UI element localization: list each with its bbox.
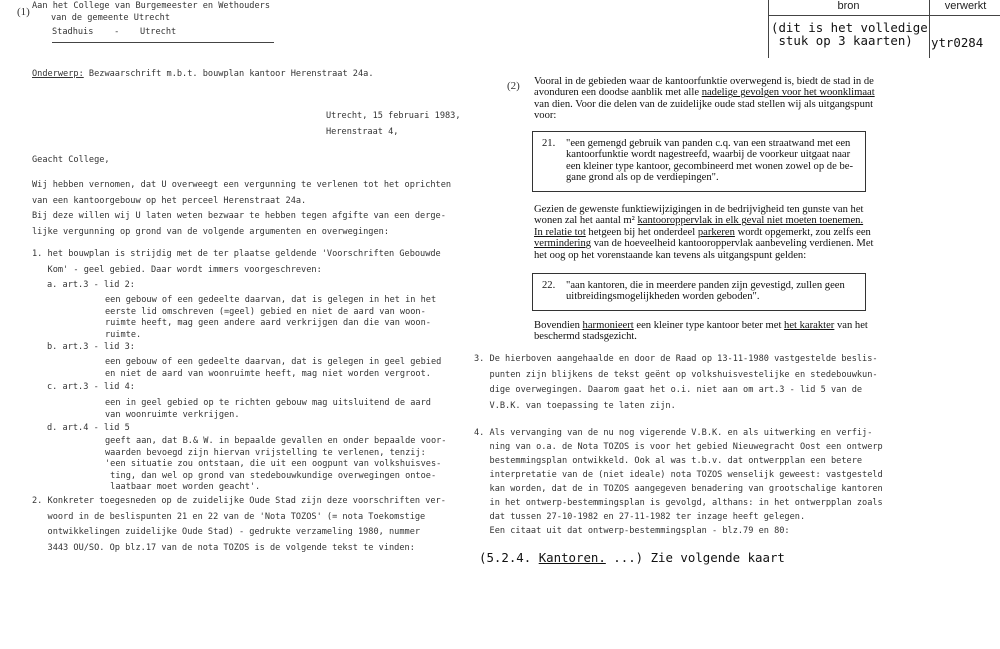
text-line [534, 215, 873, 226]
text-line: kantoorfunktie wordt nagestreefd, waarbij de voorkeur uitgaat naar [566, 149, 851, 161]
text-line: 2. Konkreter toegesneden op de zuidelijke Oude Stad zijn deze voorschriften ver- [32, 496, 446, 506]
text-line: Bij deze willen wij U laten weten bezwaar te hebben tegen afgifte van een derge- [32, 211, 446, 221]
text-line [534, 76, 875, 87]
text-line: voor: [534, 110, 557, 122]
intro-paragraph [32, 178, 451, 240]
text-line: lijke vergunning op grond van de volgende argumenten en overwegingen: [32, 226, 389, 237]
text-line: ning van o.a. de Nota TOZOS is voor het gebied Nieuwegracht Oost een ontwerp [474, 442, 883, 452]
underlined-phrase: In relatie tot [534, 226, 586, 238]
underlined-phrase: vermindering [534, 238, 592, 250]
continuation-note [479, 550, 785, 565]
text-line: laatbaar moet worden geacht'. [105, 482, 261, 492]
text-line: 1. het bouwplan is strijdig met de ter plaatse geldende 'Voorschriften Gebouwde [32, 249, 441, 259]
subject-line [32, 67, 374, 83]
nota-paragraph-2 [534, 204, 873, 261]
text-line: een kleiner type kantoor, gecombineerd met wonen zowel op de be- [566, 160, 853, 172]
text-span: van het [834, 320, 868, 331]
text-line: dige overwegingen. Daarom gaat het o.i. niet aan om art.3 - lid 5 van de [474, 385, 863, 395]
article-a-label: a. art.3 - lid 2: [47, 280, 135, 290]
text-span: hetgeen bij het onderdeel [585, 226, 698, 238]
underlined-phrase: harmonieert [582, 320, 634, 331]
text-line: uitbreidingsmogelijkheden worden geboden". [566, 291, 760, 303]
text-line: interpretatie van de (niet ideale) nota TOZOS wenselijk geweest: vastgesteld [474, 470, 883, 480]
text-line: Kom' - geel gebied. Daar wordt immers voorgeschreven: [32, 264, 322, 275]
letter-date: Utrecht, 15 februari 1983, [326, 111, 461, 121]
article-d-label: d. art.4 - lid 5 [47, 423, 130, 433]
text-line: het oog op het vorenstaande kan tevens als uitgangspunt gelden: [534, 249, 807, 261]
text-line: een gebouw of een gedeelte daarvan, dat is gelegen in het in het [105, 295, 437, 305]
nota-paragraph-1 [534, 76, 875, 122]
point-3 [474, 352, 878, 414]
sender-address: Herenstraat 4, [326, 127, 399, 137]
article-b-text [105, 357, 441, 380]
processed-column-header: verwerkt [944, 0, 987, 12]
text-line [534, 238, 873, 249]
text-line: van dien. Voor die delen van de zuidelijke oude stad stellen wij als uitgangspunt [534, 98, 874, 110]
text-line: in het ontwerp-bestemmingsplan is gevolgd, althans: in het ontwerpplan zoals [474, 498, 883, 508]
source-note-line: stuk op 3 kaarten) [771, 33, 913, 48]
text-line: 3443 OU/SO. Op blz.17 van de nota TOZOS is de volgende tekst te vinden: [32, 542, 415, 553]
salutation: Geacht College, [32, 155, 110, 165]
underlined-phrase: kantooroppervlak in elk geval niet moeten toenemen. [637, 215, 864, 227]
text-line: geeft aan, dat B.& W. in bepaalde gevallen en onder bepaalde voor- [105, 436, 447, 446]
text-line: kan worden, dat de in TOZOS aangegeven benadering van grootschalige kantoren [474, 484, 883, 494]
text-line: "aan kantoren, die in meerdere panden zijn gevestigd, zullen geen [566, 280, 845, 291]
text-line: een gebouw of een gedeelte daarvan, dat is gelegen in geel gebied [105, 357, 442, 367]
text-line: gane grond als op de verdiepingen". [566, 172, 719, 184]
text-span: ...) Zie volgende kaart [605, 550, 785, 565]
processed-code: ytr0284 [931, 35, 984, 50]
text-line: ruimte heeft, mag geen andere aard verkrijgen dan die van woon- [105, 318, 431, 328]
text-line: "een gemengd gebruik van panden c.q. van een straatwand met een [566, 138, 851, 149]
quote-box-21 [532, 131, 866, 192]
text-line: punten zijn blijkens de tekst geënt op volkshuisvestelijke en stedebouwkun- [474, 369, 878, 380]
underlined-phrase: Kantoren. [538, 550, 606, 565]
point-2 [32, 494, 446, 556]
text-line: ting, dan wel op grond van stedebouwkundige overwegingen ontoe- [105, 470, 437, 481]
text-span: Bovendien [534, 320, 583, 331]
page-marker-1: (1) [17, 6, 30, 18]
quote-number-21: 21. [542, 138, 556, 149]
address-line: van de gemeente Utrecht [51, 12, 170, 23]
article-a-text [105, 295, 436, 341]
text-line: eerste lid omschreven (=geel) gebied en niet de aard van woon- [105, 306, 426, 317]
address-line: Aan het College van Burgemeester en Wethouders [32, 1, 270, 11]
text-line: van een kantoorgebouw op het perceel Herenstraat 24a. [32, 195, 307, 206]
subject-text: Bezwaarschrift m.b.t. bouwplan kantoor Herenstraat 24a. [83, 69, 374, 79]
text-line: van woonruimte verkrijgen. [105, 409, 240, 420]
underlined-phrase: nadelige gevolgen voor het woonklimaat [701, 87, 875, 99]
recipient-address [32, 1, 270, 24]
text-line: ontwikkelingen zuidelijke Oude Stad) - gedrukte verzameling 1980, nummer [32, 527, 421, 537]
text-span: wonen zal het aantal m² [534, 215, 638, 227]
text-line: ruimte. [105, 329, 142, 340]
underlined-phrase: het karakter [784, 320, 835, 331]
stadhuis-line: Stadhuis - Utrecht [52, 27, 177, 37]
quote-box-22 [532, 273, 866, 311]
address-underline [52, 42, 274, 43]
text-line: Wij hebben vernomen, dat U overweegt een vergunning te verlenen tot het oprichten [32, 180, 452, 190]
card-column-divider [929, 0, 930, 58]
text-line: Gezien de gewenste funktiewijzigingen in de bedrijvigheid ten gunste van het [534, 204, 864, 215]
text-line [534, 87, 875, 98]
page-marker-2: (2) [507, 80, 520, 92]
article-d-text [105, 436, 446, 494]
text-span: wordt opgemerkt, zou zelfs een [734, 226, 871, 238]
text-line: bestemmingsplan ontwikkeld. Ook al was t.b.v. dat ontwerpplan een betere [474, 456, 863, 466]
card-header-divider [768, 15, 1000, 16]
text-line: en niet de aard van woonruimte heeft, mag niet worden vergroot. [105, 368, 431, 379]
text-span: avonduren een doodse aanblik met alle [534, 87, 702, 99]
article-c-text [105, 398, 431, 421]
subject-label: Onderwerp: [32, 69, 84, 79]
article-b-label: b. art.3 - lid 3: [47, 342, 135, 352]
article-c-label: c. art.3 - lid 4: [47, 382, 135, 392]
text-line: 3. De hierboven aangehaalde en door de Raad op 13-11-1980 vastgestelde beslis- [474, 354, 878, 364]
text-line: Een citaat uit dat ontwerp-bestemmingsplan - blz.79 en 80: [474, 526, 790, 536]
text-line: woord in de beslispunten 21 en 22 van de 'Nota TOZOS' (= nota Toekomstige [32, 511, 426, 522]
text-span: een kleiner type kantoor beter met [633, 320, 785, 331]
text-line: beschermd stadsgezicht. [534, 331, 637, 343]
point-1 [32, 247, 441, 278]
nota-paragraph-3 [534, 320, 868, 343]
text-span: van de hoeveelheid kantooroppervlak aanbeveling verdienen. Met [591, 238, 874, 250]
source-note-line: (dit is het volledige [771, 20, 928, 35]
text-line: waarden bevoegd zijn hiervan vrijstelling te verlenen, tenzij: [105, 447, 426, 458]
quote-text-22 [566, 280, 845, 303]
point-4 [474, 426, 883, 538]
text-line: een in geel gebied op te richten gebouw mag uitsluitend de aard [105, 398, 431, 408]
text-span: (5.2.4. [479, 550, 539, 565]
text-line: 'een situatie zou ontstaan, die uit een oogpunt van volkshuisves- [105, 459, 442, 469]
quote-number-22: 22. [542, 280, 556, 291]
text-line [534, 227, 873, 238]
text-line: dat tussen 27-10-1982 en 27-11-1982 ter inzage heeft gelegen. [474, 512, 806, 522]
quote-text-21 [566, 138, 853, 184]
underlined-phrase: parkeren [697, 226, 735, 238]
text-line: 4. Als vervanging van de nu nog vigerende V.B.K. en als uitwerking en verfij- [474, 428, 873, 438]
text-line: V.B.K. van toepassing te laten zijn. [474, 400, 676, 411]
source-note [771, 21, 928, 47]
text-span: Vooral in de gebieden waar de kantoorfunktie overwegend is, biedt de stad in de [534, 76, 874, 87]
text-line [534, 320, 868, 331]
source-column-header: bron [837, 0, 860, 12]
